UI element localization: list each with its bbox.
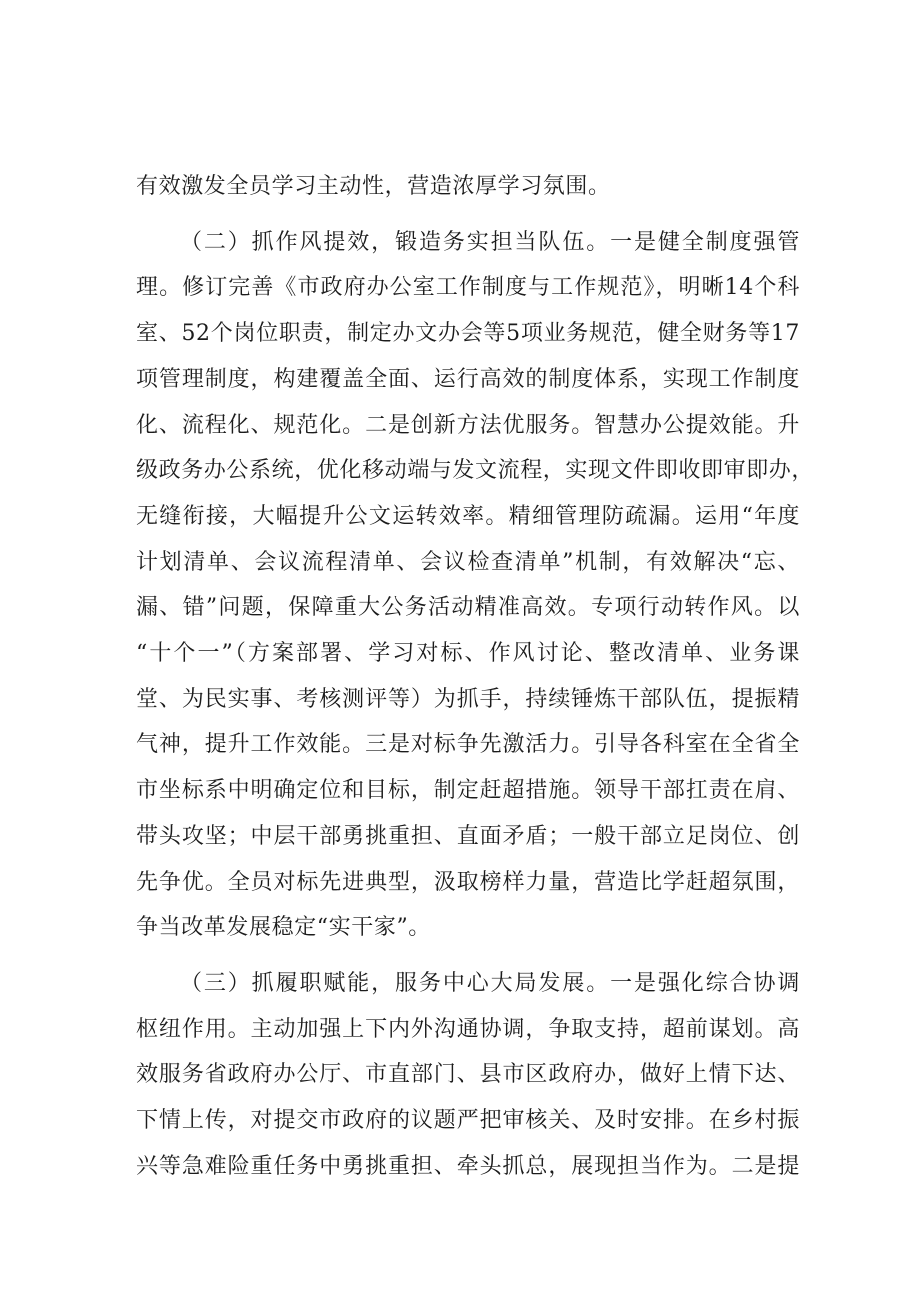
text-line: （三）抓履职赋能，服务中心大局发展。一是强化综合协调 xyxy=(180,970,800,996)
text-line: 漏、错”问题，保障重大公务活动精准高效。专项行动转作风。以 xyxy=(136,595,800,621)
document-body xyxy=(136,164,815,1189)
text-line: 下情上传，对提交市政府的议题严把审核关、及时安排。在乡村振 xyxy=(136,1108,800,1134)
paragraph xyxy=(136,164,800,210)
text-line: 室、52个岗位职责，制定办文办会等5项业务规范，健全财务等17 xyxy=(136,321,800,347)
text-line: 堂、为民实事、考核测评等）为抓手，持续锤炼干部队伍，提振精 xyxy=(136,686,800,712)
text-line: 带头攻坚；中层干部勇挑重担、直面矛盾；一般干部立足岗位、创 xyxy=(136,823,800,849)
text-line: 争当改革发展稳定“实干家”。 xyxy=(136,915,431,941)
text-line: 效服务省政府办公厅、市直部门、县市区政府办，做好上情下达、 xyxy=(136,1062,800,1088)
text-line: 化、流程化、规范化。二是创新方法优服务。智慧办公提效能。升 xyxy=(136,412,800,438)
text-line: 枢纽作用。主动加强上下内外沟通协调，争取支持，超前谋划。高 xyxy=(136,1016,800,1042)
text-line: 气神，提升工作效能。三是对标争先激活力。引导各科室在全省全 xyxy=(136,732,800,758)
text-line: （二）抓作风提效，锻造务实担当队伍。一是健全制度强管 xyxy=(180,229,800,255)
text-line: 项管理制度，构建覆盖全面、运行高效的制度体系，实现工作制度 xyxy=(136,366,800,392)
text-line: 无缝衔接，大幅提升公文运转效率。精细管理防疏漏。运用“年度 xyxy=(136,503,800,529)
paragraph xyxy=(136,961,800,1190)
text-line: 兴等急难险重任务中勇挑重担、牵头抓总，展现担当作为。二是提 xyxy=(136,1153,800,1179)
text-line: 计划清单、会议流程清单、会议检查清单”机制，有效解决“忘、 xyxy=(136,549,800,575)
text-line: “十个一”（方案部署、学习对标、作风讨论、整改清单、业务课 xyxy=(136,641,800,667)
text-line: 有效激发全员学习主动性，营造浓厚学习氛围。 xyxy=(136,174,611,199)
text-line: 理。修订完善《市政府办公室工作制度与工作规范》，明晰14个科 xyxy=(136,275,800,301)
paragraph xyxy=(136,220,815,951)
text-line: 级政务办公系统，优化移动端与发文流程，实现文件即收即审即办， xyxy=(136,458,815,484)
text-line: 先争优。全员对标先进典型，汲取榜样力量，营造比学赶超氛围， xyxy=(136,869,800,895)
text-line: 市坐标系中明确定位和目标，制定赶超措施。领导干部扛责在肩、 xyxy=(136,778,800,804)
